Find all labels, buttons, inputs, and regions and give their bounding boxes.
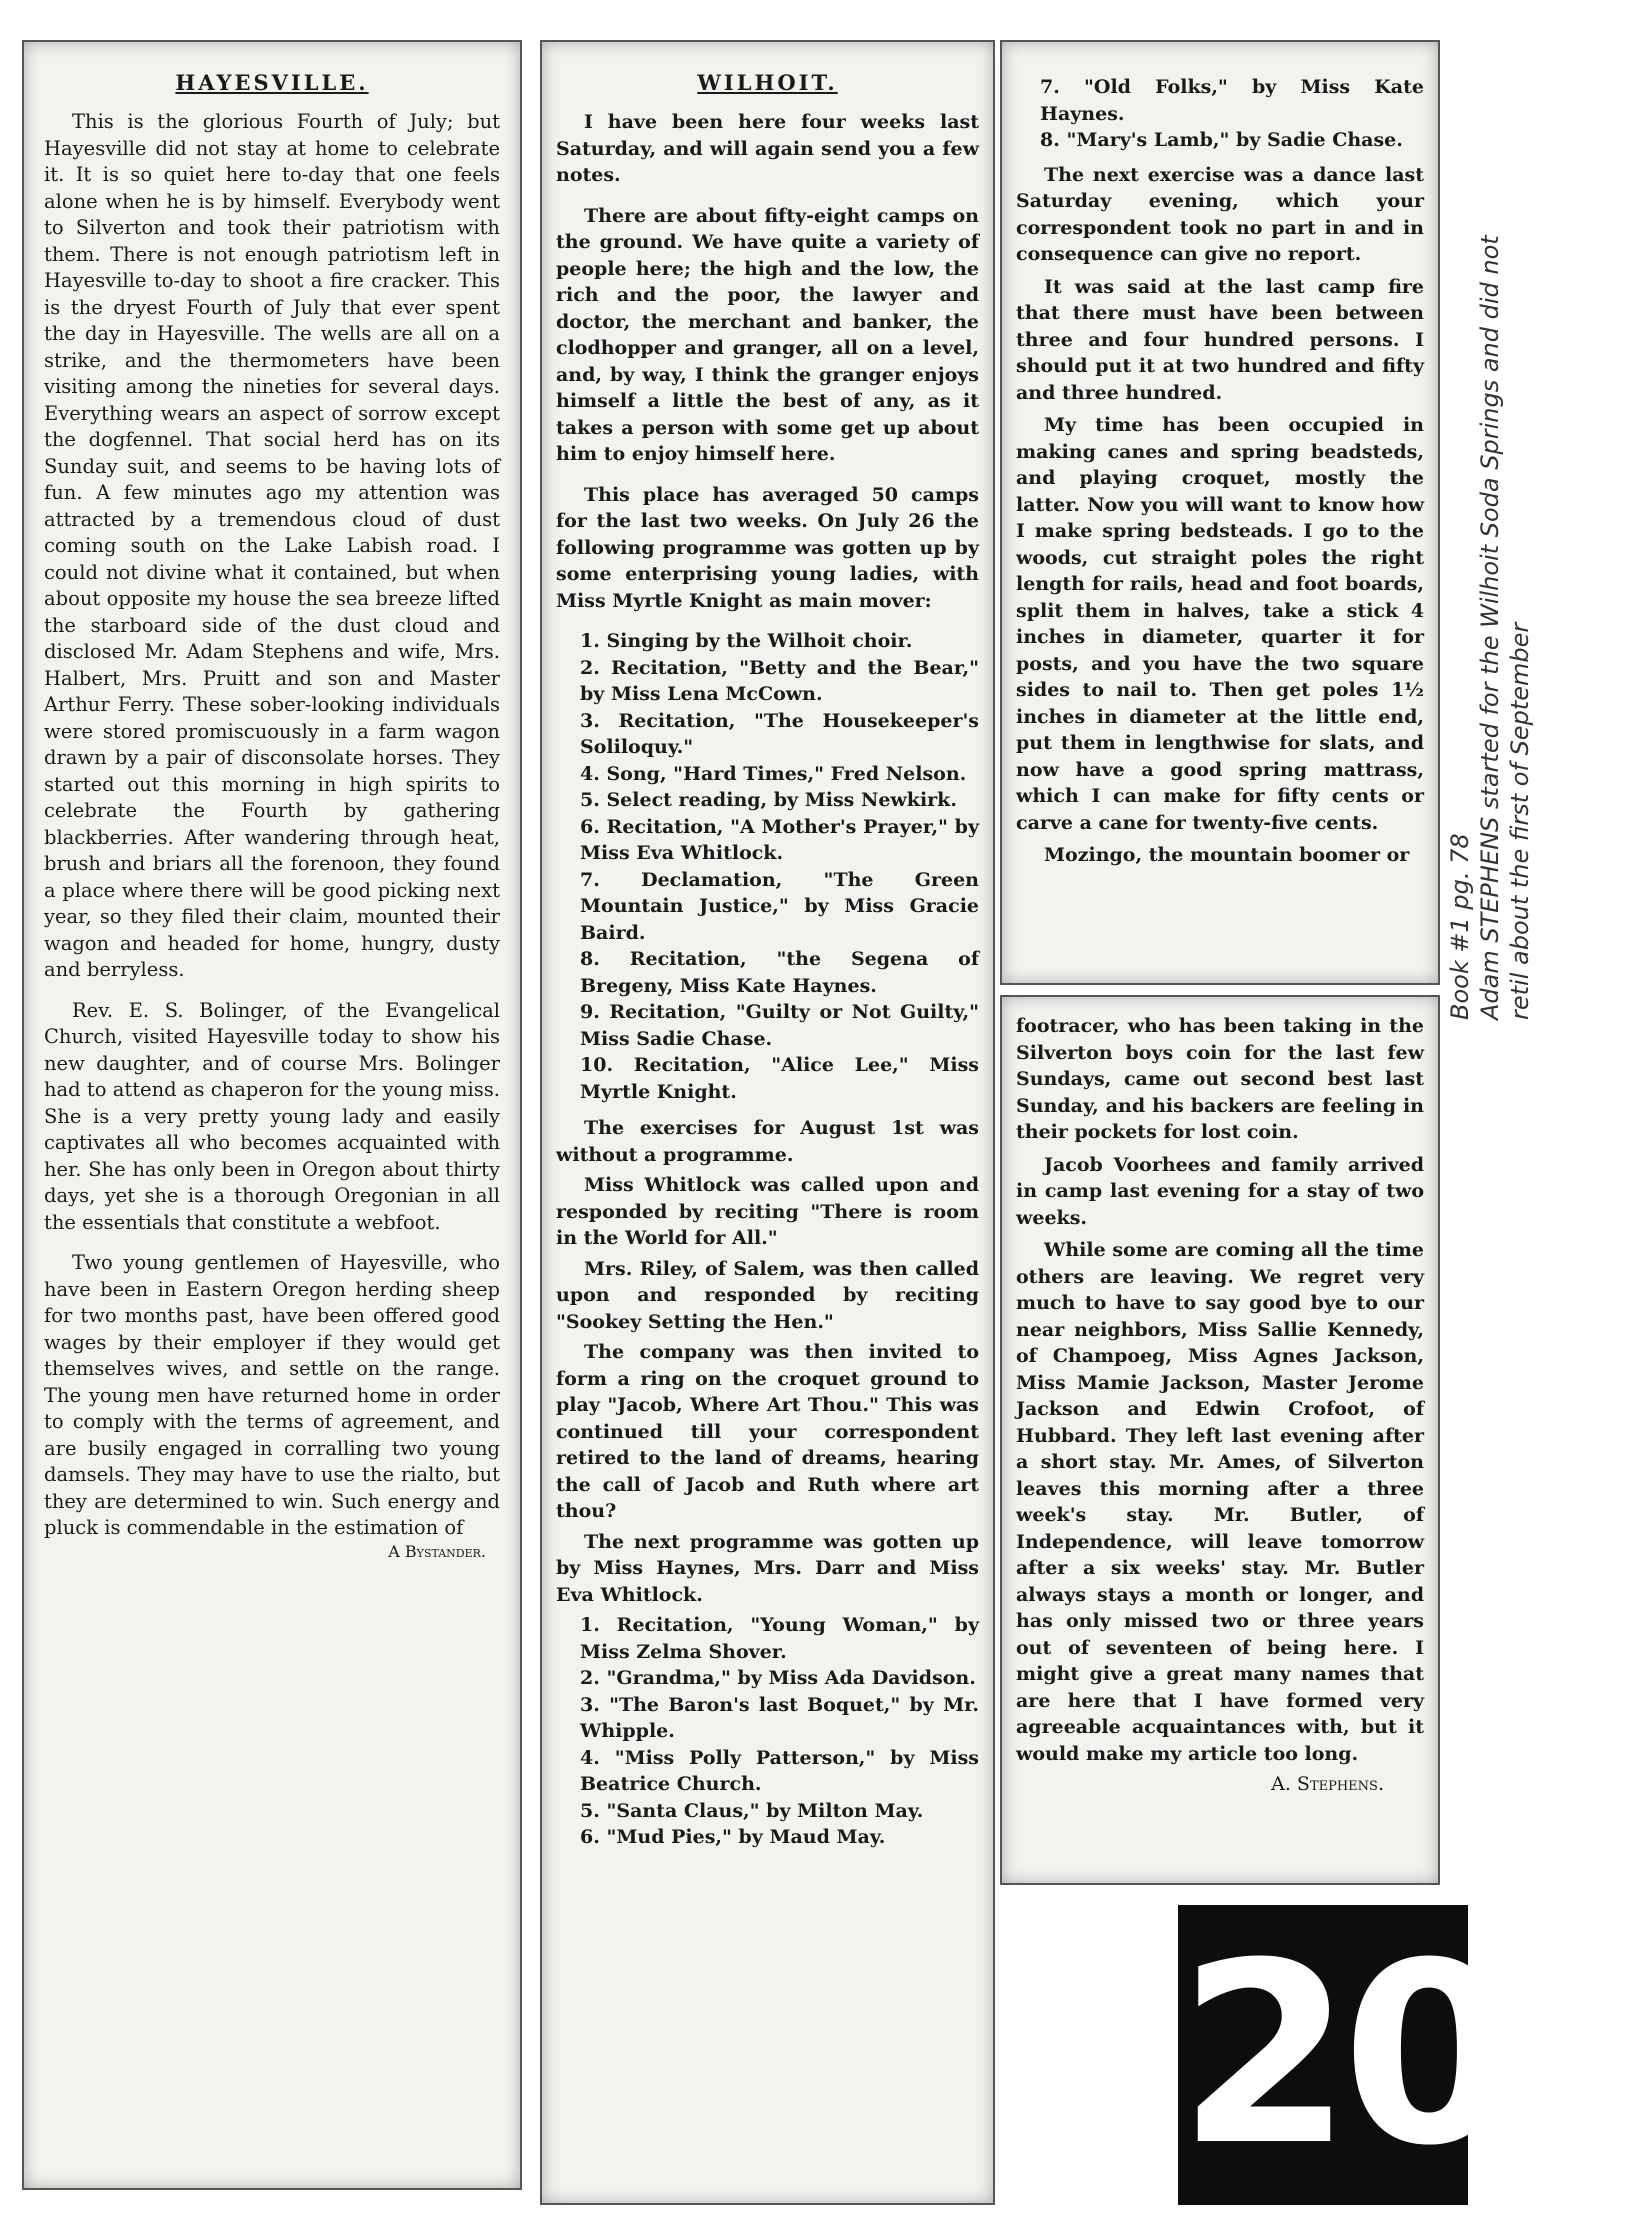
programme-item: 4. "Miss Polly Patterson," by Miss Beatrice Church. bbox=[580, 1746, 979, 1795]
wilhoit-paragraph: While some are coming all the time others are leaving. We regret very much to have to say good bye to our near neighbors, Miss Sallie Kennedy, of Champoeg, Miss Agnes Jackson, Miss Mamie Jackson, Master Jerome Jackson and Edwin Crofoot, of Hubbard. They left last evening after a short stay. Mr. Ames, of Silverton leaves this morning after a three week's stay. Mr. Butler, of Independence, will leave tomorrow after a six weeks' stay. Mr. Butler always stays a month or longer, and has only missed two or three years out of seventeen of being here. I might give a great many names that are here that I have formed very agreeable acquaintances with, but it would make my article too long. bbox=[1016, 1239, 1424, 1765]
programme-item: 6. "Mud Pies," by Maud May. bbox=[580, 1826, 886, 1848]
programme-item: 10. Recitation, "Alice Lee," Miss Myrtle Knight. bbox=[580, 1054, 979, 1103]
programme-item: 6. Recitation, "A Mother's Prayer," by Miss Eva Whitlock. bbox=[580, 815, 979, 864]
wilhoit-signature: A. Stephens. bbox=[1271, 1773, 1384, 1795]
programme-item: 3. Recitation, "The Housekeeper's Soliloquy." bbox=[580, 709, 979, 758]
wilhoit-paragraph: Mozingo, the mountain boomer or bbox=[1044, 844, 1410, 866]
wilhoit-paragraph: The next exercise was a dance last Saturday evening, which your correspondent took no part in and in consequence can give no report. bbox=[1016, 163, 1424, 265]
wilhoit-heading: WILHOIT. bbox=[697, 70, 838, 95]
wilhoit-paragraph: The next programme was gotten up by Miss Haynes, Mrs. Darr and Miss Eva Whitlock. bbox=[556, 1530, 979, 1606]
programme-item: 5. "Santa Claus," by Milton May. bbox=[580, 1799, 924, 1822]
hayesville-heading: HAYESVILLE. bbox=[175, 70, 369, 95]
wilhoit-continued-bottom bbox=[1000, 995, 1440, 1885]
programme-item: 5. Select reading, by Miss Newkirk. bbox=[580, 789, 957, 811]
hayesville-paragraph: Two young gentlemen of Hayesville, who have been in Eastern Oregon herding sheep for two months past, have been offered good wages by their employer if they would get themselves wives, and settle on the range. The young men have returned home in order to comply with the terms of agreement, and are busily engaged in corralling two young damsels. They may have to use the rialto, but they are determined to win. Such energy and pluck is commendable in the estimation of bbox=[44, 1251, 500, 1539]
wilhoit-paragraph: The company was then invited to form a ring on the croquet ground to play "Jacob, Where Art Thou." This was continued till your correspondent retired to the land of dreams, hearing the call of Jacob and Ruth where art thou? bbox=[556, 1341, 979, 1522]
wilhoit-continued-top bbox=[1000, 40, 1440, 985]
wilhoit-paragraph: footracer, who has been taking in the Silverton boys coin for the last few Sundays, came out second best last Sunday, and his backers are feeling in their pockets for lost coin. bbox=[1016, 1015, 1424, 1143]
programme-item: 8. "Mary's Lamb," by Sadie Chase. bbox=[1040, 129, 1403, 151]
wilhoit-paragraph: There are about fifty-eight camps on the ground. We have quite a variety of people here; the high and the low, the rich and the poor, the lawyer and doctor, the merchant and banker, the clodhopper and granger, all on a level, and, by way, I think the granger enjoys himself a little the best of any, as it takes a person with some get up about him to enjoy himself here. bbox=[556, 204, 979, 465]
programme-item: 2. "Grandma," by Miss Ada Davidson. bbox=[580, 1667, 976, 1689]
handwritten-margin-note bbox=[1445, 60, 1634, 1060]
programme-item: 1. Recitation, "Young Woman," by Miss Zelma Shover. bbox=[580, 1614, 979, 1663]
hayesville-paragraph: This is the glorious Fourth of July; but Hayesville did not stay at home to celebrate it. It is so quiet here to-day that one feels alone when he is by himself. Everybody went to Silverton and took their patriotism with them. There is not enough patriotism left in Hayesville to-day to shoot a fire cracker. This is the dryest Fourth of July that ever spent the day in Hayesville. The wells are all on a strike, and the thermometers have been visiting among the nineties for several days. Everything wears an aspect of sorrow except the dogfennel. That social herd has on its Sunday suit, and seems to be having lots of fun. A few minutes ago my attention was attracted by a tremendous cloud of dust coming south on the Lake Labish road. I could not divine what it contained, but when about opposite my house the sea breeze lifted the starboard side of the dust cloud and disclosed Mr. Adam Stephens and wife, Mrs. Halbert, Mrs. Pruitt and son and Master Arthur Ferry. These sober-looking individuals were stored promiscuously in a farm wagon drawn by a pair of disconsolate horses. They started out this morning in high spirits to celebrate the Fourth by gathering blackberries. After wandering through heat, brush and briars all the forenoon, they found a place where there will be good picking next year, so they filed their claim, mounted their wagon and headed for home, hungry, dusty and berryless. bbox=[44, 110, 500, 981]
wilhoit-paragraph: My time has been occupied in making canes and spring beadsteds, and playing croquet, mostly the latter. Now you will want to know how I make spring bedsteads. I go to the woods, cut straight poles the right length for rails, head and foot boards, split them in halves, take a stick 4 inches in diameter, quarter it for posts, and you have the two square sides to nail to. Then get poles 1½ inches in diameter at the little end, put them in lengthwise for slats, and now have a good spring mattrass, which I can make for fifty cents or carve a cane for twenty-five cents. bbox=[1016, 414, 1424, 834]
wilhoit-paragraph: Jacob Voorhees and family arrived in camp last evening for a stay of two weeks. bbox=[1016, 1153, 1424, 1229]
programme-item: 7. "Old Folks," by Miss Kate Haynes. bbox=[1040, 76, 1424, 125]
hayesville-paragraph: Rev. E. S. Bolinger, of the Evangelical Church, visited Hayesville today to show his new daughter, and of course Mrs. Bolinger had to attend as chaperon for the young miss. She is a very pretty young lady and easily captivates all who becomes acquainted with her. She has only been in Oregon about thirty days, yet she is a thorough Oregonian in all the essentials that constitute a webfoot. bbox=[44, 998, 500, 1234]
wilhoit-paragraph: I have been here four weeks last Saturday, and will again send you a few notes. bbox=[556, 111, 979, 186]
programme-item: 7. Declamation, "The Green Mountain Justice," by Miss Gracie Baird. bbox=[580, 868, 979, 944]
wilhoit-paragraph: The exercises for August 1st was without a programme. bbox=[556, 1117, 979, 1166]
programme-item: 9. Recitation, "Guilty or Not Guilty," Miss Sadie Chase. bbox=[580, 1001, 979, 1050]
programme-item: 8. Recitation, "the Segena of Bregeny, Miss Kate Haynes. bbox=[580, 948, 979, 997]
programme-item: 2. Recitation, "Betty and the Bear," by Miss Lena McCown. bbox=[580, 656, 979, 705]
programme-item: 1. Singing by the Wilhoit choir. bbox=[580, 630, 913, 652]
programme-item: 3. "The Baron's last Boquet," by Mr. Whipple. bbox=[580, 1693, 979, 1742]
page-number: 20 bbox=[1178, 1905, 1468, 2205]
hayesville-column bbox=[22, 40, 522, 2190]
wilhoit-column bbox=[540, 40, 995, 2205]
wilhoit-paragraph: It was said at the last camp fire that there must have been between three and four hundred persons. I should put it at two hundred and fifty and three hundred. bbox=[1016, 275, 1424, 404]
margin-note-line: retil about the first of September bbox=[1506, 622, 1534, 1020]
hayesville-signature: A Bystander. bbox=[388, 1541, 486, 1561]
wilhoit-paragraph: Mrs. Riley, of Salem, was then called upon and responded by reciting "Sookey Setting the Hen." bbox=[556, 1257, 979, 1333]
wilhoit-paragraph: This place has averaged 50 camps for the last two weeks. On July 26 the following programme was gotten up by some enterprising young ladies, with Miss Myrtle Knight as main mover: bbox=[556, 483, 979, 612]
programme-item: 4. Song, "Hard Times," Fred Nelson. bbox=[580, 762, 967, 785]
wilhoit-paragraph: Miss Whitlock was called upon and responded by reciting "There is room in the World for All." bbox=[556, 1174, 979, 1249]
margin-note-line: Adam STEPHENS started for the Wilhoit Soda Springs and did not bbox=[1476, 235, 1504, 1020]
margin-note-line: Book #1 pg. 78 bbox=[1446, 833, 1474, 1020]
